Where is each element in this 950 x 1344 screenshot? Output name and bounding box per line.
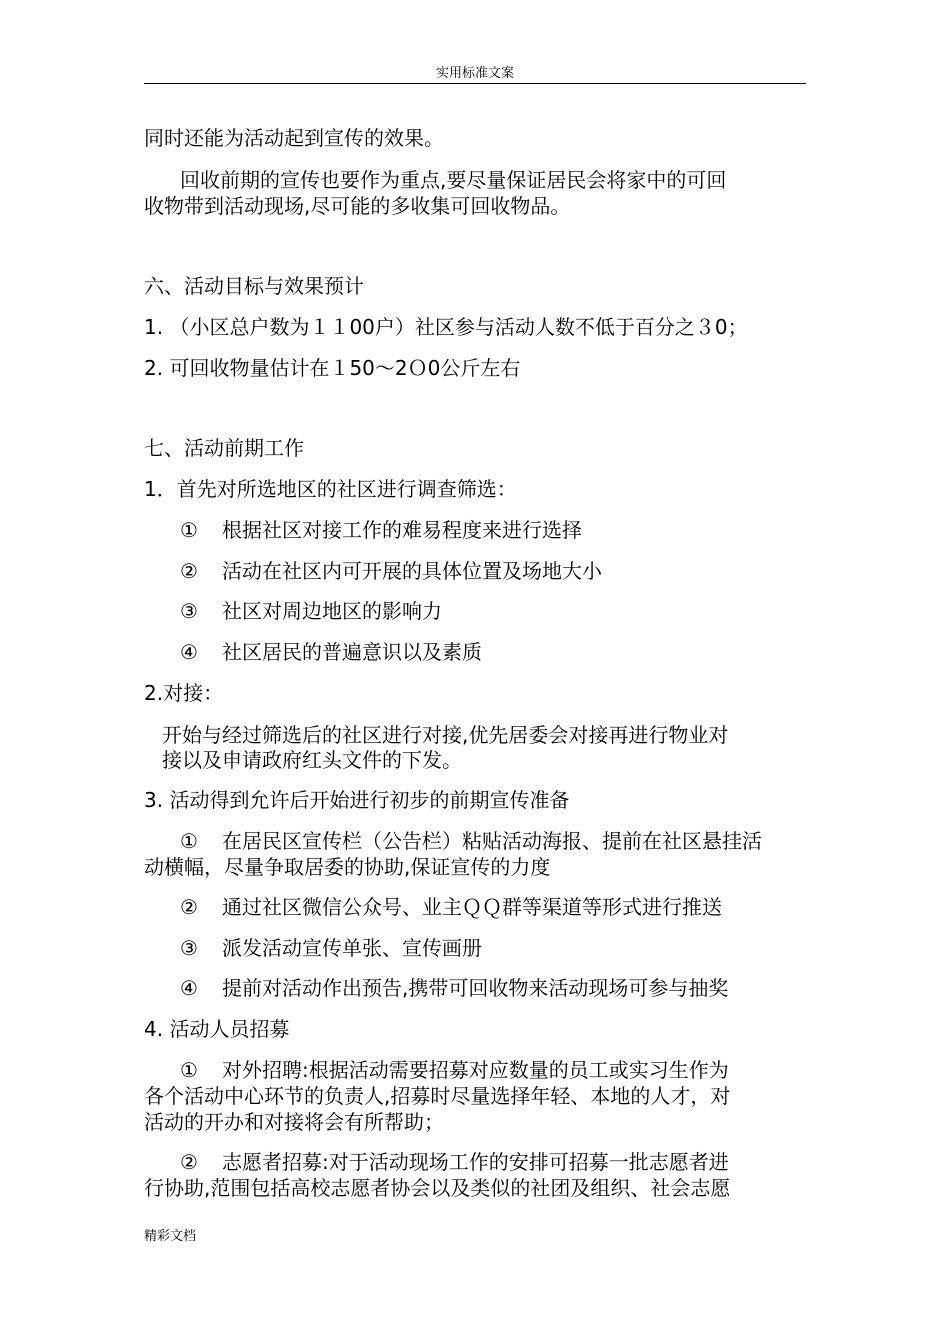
list-number: ①	[180, 1058, 198, 1082]
paragraph-line: 接以及申请政府红头文件的下发。	[162, 748, 462, 772]
list-number: ②	[180, 559, 198, 583]
list-item	[180, 640, 808, 664]
list-number: ①	[180, 518, 198, 542]
list-text: 志愿者招募:对于活动现场工作的安排可招募一批志愿者进	[222, 1150, 729, 1174]
header-divider	[144, 83, 806, 84]
paragraph-line: 各个活动中心环节的负责人,招募时尽量选择年轻、本地的人才，对	[144, 1084, 731, 1108]
paragraph-line: 回收前期的宣传也要作为重点,要尽量保证居民会将家中的可回	[180, 168, 727, 192]
list-text: 活动在社区内可开展的具体位置及场地大小	[222, 559, 602, 583]
subsection-1-heading: 1．首先对所选地区的社区进行调查筛选：	[144, 477, 517, 501]
list-text: 社区对周边地区的影响力	[222, 599, 442, 623]
list-item	[180, 518, 808, 542]
list-number: ③	[180, 599, 198, 623]
list-item	[180, 1058, 808, 1082]
list-number: ①	[180, 829, 198, 853]
list-item	[180, 936, 808, 960]
list-number: ④	[180, 976, 198, 1000]
list-number: ②	[180, 1150, 198, 1174]
list-item: 1. （小区总户数为１１00户）社区参与活动人数不低于百分之３0；	[144, 315, 748, 339]
list-item	[180, 976, 808, 1000]
paragraph-line: 动横幅，尽量争取居委的协助,保证宣传的力度	[144, 855, 551, 879]
list-number: ②	[180, 895, 198, 919]
list-text: 社区居民的普遍意识以及素质	[222, 640, 482, 664]
list-item	[180, 829, 808, 853]
subsection-3-heading: 3. 活动得到允许后开始进行初步的前期宣传准备	[144, 788, 570, 812]
paragraph-line: 开始与经过筛选后的社区进行对接,优先居委会对接再进行物业对	[162, 723, 729, 747]
list-item	[180, 895, 808, 919]
list-item: 2. 可回收物量估计在１50～2Ｏ0公斤左右	[144, 356, 521, 380]
list-text: 提前对活动作出预告,携带可回收物来活动现场可参与抽奖	[222, 976, 729, 1000]
list-item	[180, 1150, 808, 1174]
list-number: ③	[180, 936, 198, 960]
list-text: 对外招聘:根据活动需要招募对应数量的员工或实习生作为	[222, 1058, 729, 1082]
paragraph-line: 行协助,范围包括高校志愿者协会以及类似的社团及组织、社会志愿	[144, 1176, 731, 1200]
page-header-title: 实用标准文案	[435, 66, 514, 81]
section-6-heading: 六、活动目标与效果预计	[144, 274, 364, 298]
list-item	[180, 599, 808, 623]
list-text: 派发活动宣传单张、宣传画册	[222, 936, 482, 960]
page-footer-label: 精彩文档	[144, 1229, 197, 1244]
paragraph-line: 活动的开办和对接将会有所帮助；	[144, 1110, 444, 1134]
list-text: 在居民区宣传栏（公告栏）粘贴活动海报、提前在社区悬挂活	[222, 829, 762, 853]
paragraph-line: 收物带到活动现场,尽可能的多收集可回收物品。	[144, 194, 571, 218]
list-item	[180, 559, 808, 583]
list-number: ④	[180, 640, 198, 664]
subsection-4-heading: 4. 活动人员招募	[144, 1017, 290, 1041]
list-text: 根据社区对接工作的难易程度来进行选择	[222, 518, 582, 542]
section-7-heading: 七、活动前期工作	[144, 436, 304, 460]
subsection-2-heading: 2.对接：	[144, 681, 224, 705]
paragraph-line: 同时还能为活动起到宣传的效果。	[144, 126, 444, 150]
list-text: 通过社区微信公众号、业主ＱＱ群等渠道等形式进行推送	[222, 895, 722, 919]
